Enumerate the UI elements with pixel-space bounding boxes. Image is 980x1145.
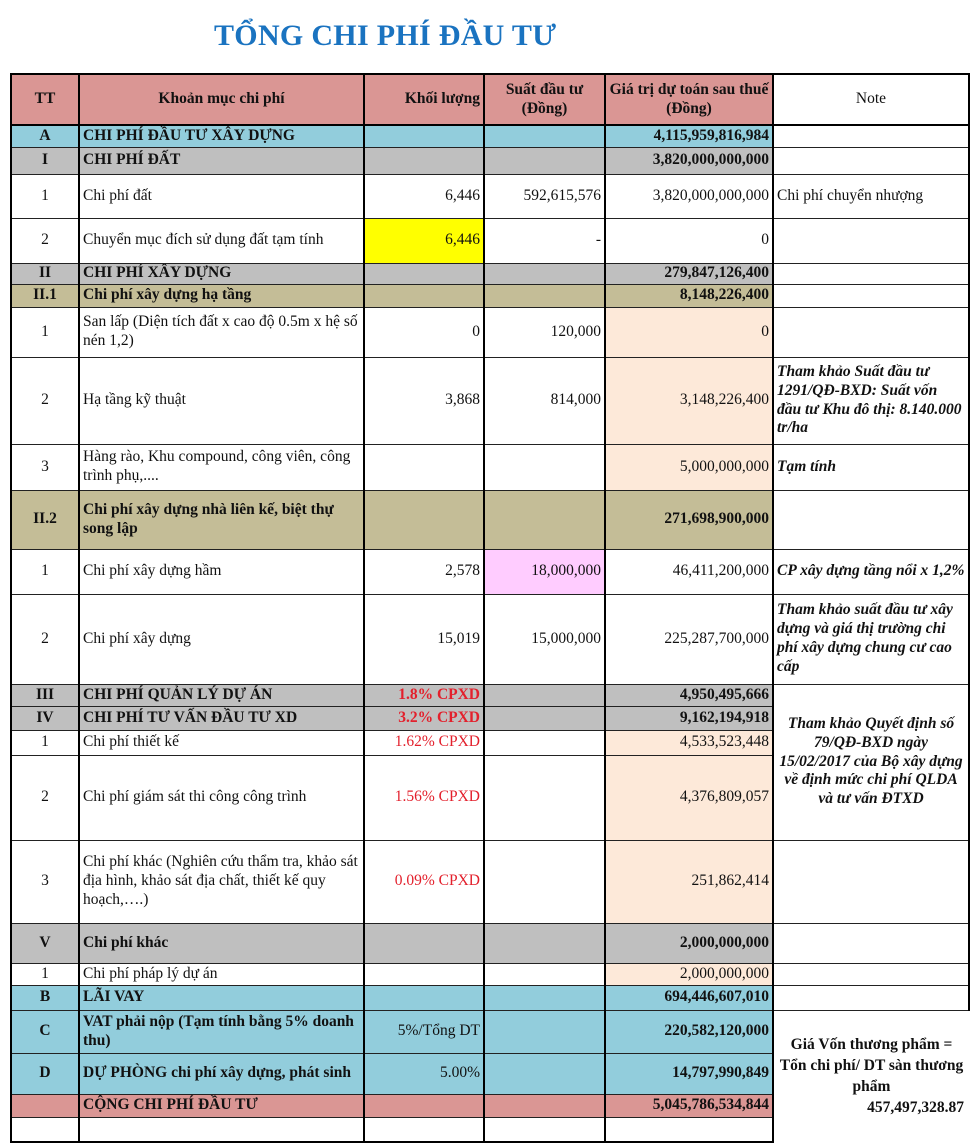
column-header-tt: TT (11, 74, 79, 125)
quantity-cell: 5%/Tổng DT (364, 1010, 484, 1053)
cost-price-summary (773, 1010, 969, 1142)
note-cell: Tham khảo Suất đầu tư 1291/QĐ-BXD: Suất vốn đầu tư Khu đô thị: 8.140.000 tr/ha (773, 357, 969, 444)
column-header-note: Note (773, 74, 969, 125)
row-number-cell: III (11, 684, 79, 706)
row-number-cell: 1 (11, 174, 79, 218)
quantity-cell: 5.00% (364, 1053, 484, 1094)
row-number-cell: II (11, 263, 79, 284)
row-number-cell: 1 (11, 549, 79, 594)
note-cell (773, 985, 969, 1010)
value-cell: 4,533,523,448 (605, 730, 773, 755)
cost-item-cell: Chi phí xây dựng hầm (79, 549, 364, 594)
row-number-cell: 2 (11, 357, 79, 444)
unit-cost-cell (484, 963, 605, 985)
table-row (11, 444, 969, 490)
row-number-cell: II.2 (11, 490, 79, 549)
cost-item-cell: Chi phí khác (Nghiên cứu thẩm tra, khảo sát địa hình, khảo sát địa chất, thiết kế quy hoạch,….) (79, 840, 364, 923)
value-cell: 14,797,990,849 (605, 1053, 773, 1094)
value-cell: 46,411,200,000 (605, 549, 773, 594)
unit-cost-cell (484, 1117, 605, 1142)
quantity-cell (364, 963, 484, 985)
table-row (11, 307, 969, 357)
unit-cost-cell (484, 263, 605, 284)
table-row (11, 125, 969, 147)
unit-cost-cell (484, 1010, 605, 1053)
table-row (11, 490, 969, 549)
quantity-cell (364, 490, 484, 549)
row-number-cell: 1 (11, 307, 79, 357)
row-number-cell: 2 (11, 594, 79, 684)
unit-cost-cell (484, 706, 605, 730)
note-cell (773, 490, 969, 549)
value-cell: 5,000,000,000 (605, 444, 773, 490)
quantity-cell: 1.62% CPXD (364, 730, 484, 755)
value-cell: 225,287,700,000 (605, 594, 773, 684)
unit-cost-cell (484, 147, 605, 174)
cost-item-cell: Chi phí xây dựng nhà liên kế, biệt thự song lập (79, 490, 364, 549)
quantity-cell: 2,578 (364, 549, 484, 594)
unit-cost-cell (484, 1094, 605, 1117)
quantity-cell (364, 263, 484, 284)
column-header-quantity: Khối lượng (364, 74, 484, 125)
value-cell: 220,582,120,000 (605, 1010, 773, 1053)
note-cell (773, 840, 969, 923)
note-cell (773, 963, 969, 985)
quantity-cell (364, 1117, 484, 1142)
row-number-cell: B (11, 985, 79, 1010)
cost-item-cell: CHI PHÍ QUẢN LÝ DỰ ÁN (79, 684, 364, 706)
unit-cost-cell (484, 985, 605, 1010)
quantity-cell: 3,868 (364, 357, 484, 444)
unit-cost-cell (484, 755, 605, 840)
quantity-cell: 1.56% CPXD (364, 755, 484, 840)
quantity-cell: 6,446 (364, 218, 484, 263)
note-cell: Chi phí chuyển nhượng (773, 174, 969, 218)
quantity-cell: 3.2% CPXD (364, 706, 484, 730)
unit-cost-cell (484, 490, 605, 549)
table-row (11, 963, 969, 985)
row-number-cell (11, 1094, 79, 1117)
cost-item-cell: Hạ tầng kỹ thuật (79, 357, 364, 444)
value-cell: 8,148,226,400 (605, 284, 773, 307)
value-cell: 3,820,000,000,000 (605, 174, 773, 218)
table-row (11, 594, 969, 684)
cost-item-cell: Chi phí thiết kế (79, 730, 364, 755)
cost-item-cell: San lấp (Diện tích đất x cao độ 0.5m x hệ số nén 1,2) (79, 307, 364, 357)
unit-cost-cell (484, 684, 605, 706)
value-cell (605, 1117, 773, 1142)
note-cell (773, 923, 969, 963)
table-row (11, 840, 969, 923)
cost-item-cell: VAT phải nộp (Tạm tính bằng 5% doanh thu) (79, 1010, 364, 1053)
row-number-cell: D (11, 1053, 79, 1094)
table-row (11, 147, 969, 174)
row-number-cell: 2 (11, 218, 79, 263)
unit-cost-cell (484, 125, 605, 147)
quantity-cell (364, 985, 484, 1010)
table-row (11, 284, 969, 307)
quantity-cell: 0.09% CPXD (364, 840, 484, 923)
row-number-cell: C (11, 1010, 79, 1053)
column-header-item: Khoản mục chi phí (79, 74, 364, 125)
note-cell: Tạm tính (773, 444, 969, 490)
cost-item-cell: CỘNG CHI PHÍ ĐẦU TƯ (79, 1094, 364, 1117)
cost-item-cell: Chi phí đất (79, 174, 364, 218)
unit-cost-cell: 120,000 (484, 307, 605, 357)
value-cell: 0 (605, 218, 773, 263)
value-cell: 3,820,000,000,000 (605, 147, 773, 174)
unit-cost-cell (484, 730, 605, 755)
table-row (11, 985, 969, 1010)
cost-item-cell: Hàng rào, Khu compound, công viên, công trình phụ,.... (79, 444, 364, 490)
unit-cost-cell: 592,615,576 (484, 174, 605, 218)
quantity-cell (364, 1094, 484, 1117)
table-row (11, 549, 969, 594)
row-number-cell: I (11, 147, 79, 174)
unit-cost-cell (484, 923, 605, 963)
value-cell: 251,862,414 (605, 840, 773, 923)
row-number-cell: 3 (11, 840, 79, 923)
row-number-cell (11, 1117, 79, 1142)
table-row (11, 174, 969, 218)
summary-label: Giá Vốn thương phẩm = Tổn chi phí/ DT sàn thương phẩm (779, 1036, 964, 1096)
unit-cost-cell (484, 284, 605, 307)
cost-item-cell: DỰ PHÒNG chi phí xây dựng, phát sinh (79, 1053, 364, 1094)
unit-cost-cell: 18,000,000 (484, 549, 605, 594)
value-cell: 271,698,900,000 (605, 490, 773, 549)
unit-cost-cell: 814,000 (484, 357, 605, 444)
table-body (11, 125, 969, 1142)
note-cell (773, 307, 969, 357)
summary-value: 457,497,328.87 (867, 1099, 964, 1117)
value-cell: 4,950,495,666 (605, 684, 773, 706)
quantity-cell: 6,446 (364, 174, 484, 218)
value-cell: 279,847,126,400 (605, 263, 773, 284)
cost-item-cell: Chi phí pháp lý dự án (79, 963, 364, 985)
row-number-cell: 1 (11, 730, 79, 755)
table-row (11, 1010, 969, 1053)
row-number-cell: IV (11, 706, 79, 730)
cost-item-cell: LÃI VAY (79, 985, 364, 1010)
table-row (11, 684, 969, 706)
column-header-unit-cost: Suất đầu tư (Đồng) (484, 74, 605, 125)
quantity-cell: 0 (364, 307, 484, 357)
note-cell (773, 218, 969, 263)
table-row (11, 923, 969, 963)
note-cell: Tham khảo Quyết định số 79/QĐ-BXD ngày 15/02/2017 của Bộ xây dựng về định mức chi phí QLDA và tư vấn ĐTXD (773, 684, 969, 840)
page-title: TỔNG CHI PHÍ ĐẦU TƯ (214, 19, 557, 52)
value-cell: 5,045,786,534,844 (605, 1094, 773, 1117)
cost-table (10, 73, 970, 1143)
value-cell: 694,446,607,010 (605, 985, 773, 1010)
unit-cost-cell: 15,000,000 (484, 594, 605, 684)
table-row (11, 263, 969, 284)
value-cell: 3,148,226,400 (605, 357, 773, 444)
note-cell (773, 263, 969, 284)
value-cell: 0 (605, 307, 773, 357)
quantity-cell (364, 147, 484, 174)
unit-cost-cell (484, 1053, 605, 1094)
note-cell (773, 147, 969, 174)
quantity-cell: 15,019 (364, 594, 484, 684)
row-number-cell: A (11, 125, 79, 147)
note-cell: CP xây dựng tầng nổi x 1,2% (773, 549, 969, 594)
table-row (11, 357, 969, 444)
quantity-cell (364, 444, 484, 490)
cost-item-cell: Chi phí giám sát thi công công trình (79, 755, 364, 840)
value-cell: 9,162,194,918 (605, 706, 773, 730)
table-row (11, 218, 969, 263)
cost-item-cell: CHI PHÍ XÂY DỰNG (79, 263, 364, 284)
note-cell (773, 284, 969, 307)
quantity-cell (364, 125, 484, 147)
column-header-value: Giá trị dự toán sau thuế (Đồng) (605, 74, 773, 125)
cost-item-cell: Chi phí khác (79, 923, 364, 963)
cost-item-cell: CHI PHÍ ĐẦU TƯ XÂY DỰNG (79, 125, 364, 147)
quantity-cell: 1.8% CPXD (364, 684, 484, 706)
quantity-cell (364, 284, 484, 307)
note-cell: Tham khảo suất đầu tư xây dựng và giá thị trường chi phí xây dựng chung cư cao cấp (773, 594, 969, 684)
row-number-cell: 2 (11, 755, 79, 840)
unit-cost-cell (484, 840, 605, 923)
row-number-cell: V (11, 923, 79, 963)
value-cell: 2,000,000,000 (605, 923, 773, 963)
cost-item-cell: CHI PHÍ ĐẤT (79, 147, 364, 174)
quantity-cell (364, 923, 484, 963)
value-cell: 4,376,809,057 (605, 755, 773, 840)
cost-item-cell: Chi phí xây dựng hạ tầng (79, 284, 364, 307)
cost-item-cell: Chi phí xây dựng (79, 594, 364, 684)
table-header-row (11, 74, 969, 125)
unit-cost-cell: - (484, 218, 605, 263)
value-cell: 2,000,000,000 (605, 963, 773, 985)
value-cell: 4,115,959,816,984 (605, 125, 773, 147)
cost-item-cell: CHI PHÍ TƯ VẤN ĐẦU TƯ XD (79, 706, 364, 730)
unit-cost-cell (484, 444, 605, 490)
cost-item-cell (79, 1117, 364, 1142)
cost-item-cell: Chuyển mục đích sử dụng đất tạm tính (79, 218, 364, 263)
note-cell (773, 125, 969, 147)
row-number-cell: 3 (11, 444, 79, 490)
row-number-cell: 1 (11, 963, 79, 985)
row-number-cell: II.1 (11, 284, 79, 307)
